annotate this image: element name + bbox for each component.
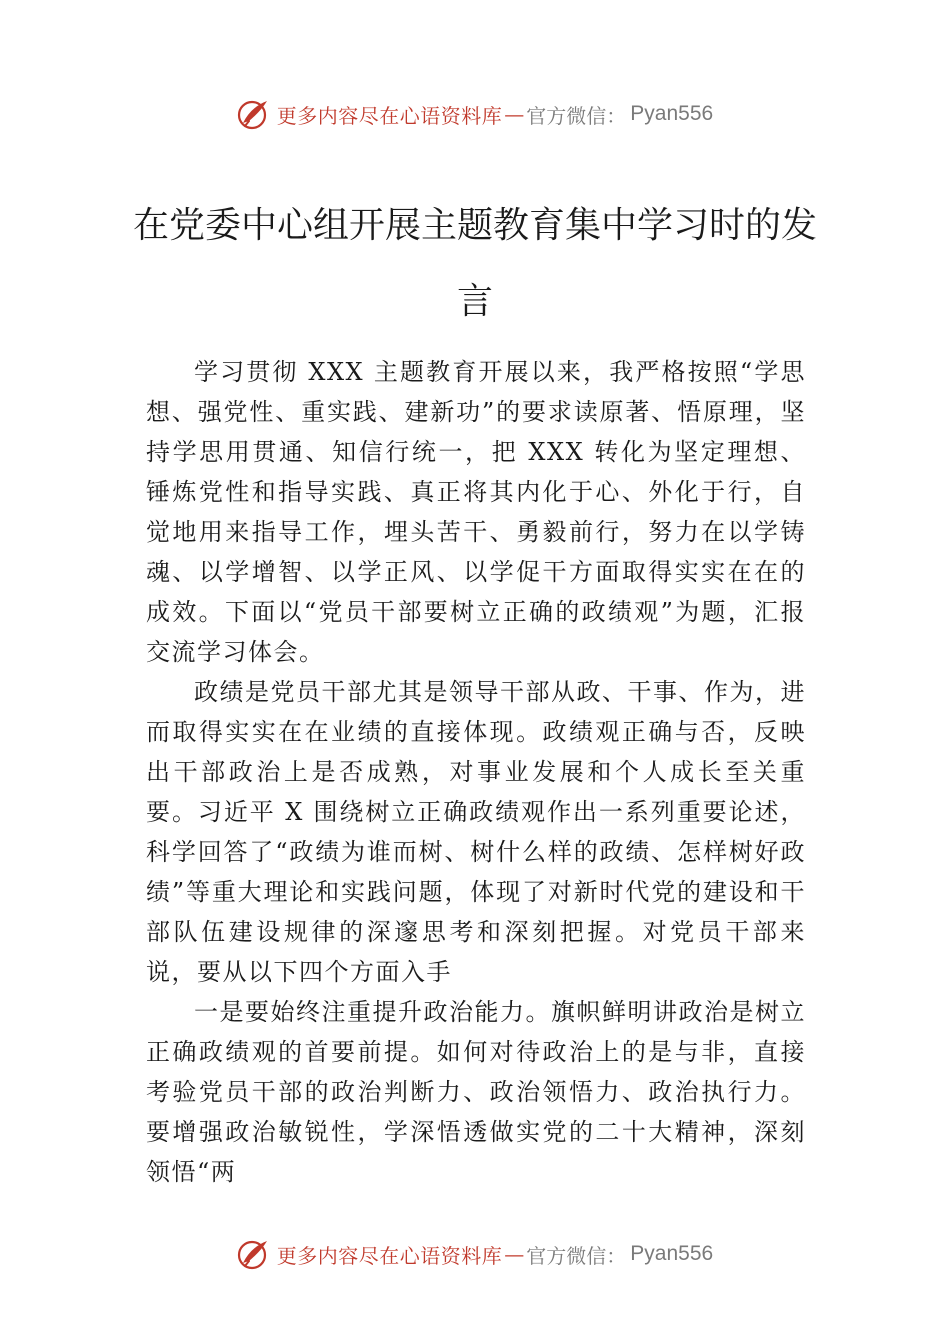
- banner-wechat-label: 官方微信：: [526, 103, 627, 128]
- banner-dash: —: [504, 102, 525, 126]
- banner-wechat-id: Pyan556: [630, 102, 714, 125]
- header-banner: [0, 92, 950, 136]
- document-title: 在党委中心组开展主题教育集中学习时的发言: [132, 205, 817, 322]
- banner-wechat-id: Pyan556: [630, 1242, 714, 1265]
- paragraph: 学习贯彻 XXX 主题教育开展以来，我严格按照“学思想、强党性、重实践、建新功”的要求读原著、悟原理，坚持学思用贯通、知信行统一，把 XXX 转化为坚定理想、锤炼党性和指导实践、真正将其内化于心、外化于行，自觉地用来指导工作，埋头苦干、勇毅前行，努力在以学铸魂、以学增智、以学正风、以学促干方面取得实实在在的成效。下面以“党员干部要树立正确的政绩观”为题，汇报交流学习体会。: [146, 358, 806, 666]
- footer-banner: [0, 1232, 950, 1276]
- pen-nib-logo-icon: [237, 97, 271, 131]
- banner-wechat-label: 官方微信：: [526, 1243, 627, 1268]
- paragraph: 正确政绩观的首要前提。如何对待政治上的是与非，直接考验党员干部的政治判断力、政治领悟力、政治执行力。要增强政治敏锐性，学深悟透做实党的二十大精神，深刻领悟“两: [146, 1038, 806, 1186]
- banner-slogan: 更多内容尽在心语资料库: [276, 1243, 503, 1268]
- pen-nib-logo-icon: [237, 1237, 271, 1271]
- document-body: [146, 352, 806, 1192]
- banner-dash: —: [504, 1242, 525, 1266]
- paragraph: 政绩是党员干部尤其是领导干部从政、干事、作为，进而取得实实在在业绩的直接体现。政绩观正确与否，反映出干部政治上是否成熟，对事业发展和个人成长至关重要。习近平 X 围绕树立正确政绩观作出一系列重要论述，科学回答了“政绩为谁而树、树什么样的政绩、怎样树好政绩”等重大理论和实践问题，体现了对新时代党的建设和干部队伍建设规律的深邃思考和深刻把握。对党员干部来说，要从以下四个方面入手: [146, 678, 806, 986]
- paragraph: 一是要始终注重提升政治能力。旗帜鲜明讲政治是树立: [194, 998, 806, 1026]
- banner-slogan: 更多内容尽在心语资料库: [276, 103, 503, 128]
